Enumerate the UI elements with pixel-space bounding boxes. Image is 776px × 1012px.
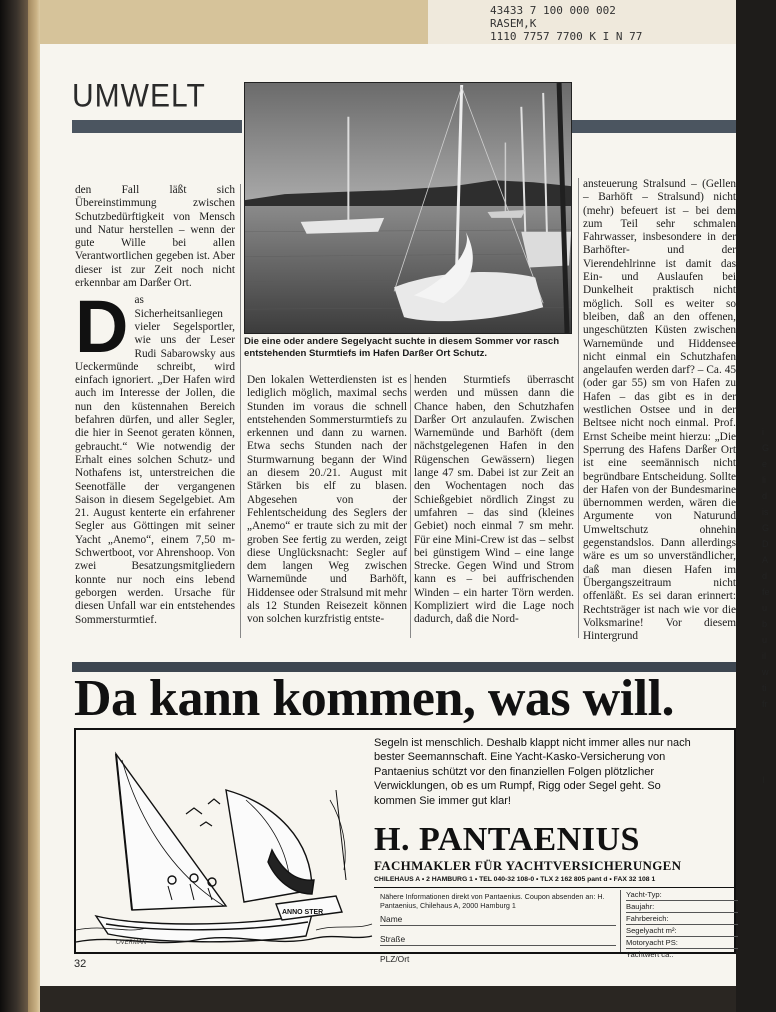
article-column-2 bbox=[247, 374, 407, 638]
coupon-street-field[interactable]: Straße bbox=[380, 934, 616, 946]
article-paragraph: den Fall läßt sich Übereinstimmung zwischen Schutzbedürftigkeit von Mensch und Natur herstellen – wenn der gute Wille bei allen Verantwortlichen gegeben ist. Aber dieser ist zur Zeit noch nicht erkennbar am Darßer Ort. bbox=[75, 184, 235, 290]
ad-tagline: FACHMAKLER FÜR YACHTVERSICHERUNGEN bbox=[374, 858, 682, 873]
ad-brand-name: H. PANTAENIUS bbox=[374, 821, 640, 858]
edge-letter: e bbox=[762, 459, 768, 469]
coupon-build-year-field[interactable]: Baujahr: bbox=[626, 902, 738, 913]
coupon-instructions: Nähere Informationen direkt von Pantaenius. Coupon absenden an: H. Pantaenius, Chilehaus A, 2000 Hamburg 1 bbox=[380, 892, 605, 910]
coupon-yacht-type-field[interactable]: Yacht-Typ: bbox=[626, 890, 738, 901]
edge-letter: G bbox=[762, 443, 770, 453]
edge-letter: b bbox=[762, 619, 768, 629]
edge-letter: u bbox=[762, 603, 768, 613]
ad-body-text: Segeln ist menschlich. Deshalb klappt nicht immer alles nur nach bester Seemannschaft. Eine Yacht-Kasko-Versicherung von Pantaenius schützt vor den finanziellen Folgen plötzlicher Verwicklungen, ob es um Rumpf, Rigg oder Segel geht. So kommen Sie immer gut klar! bbox=[374, 737, 691, 807]
edge-letter: G bbox=[762, 523, 770, 533]
library-label-line-1: 43433 7 100 000 002 bbox=[490, 4, 616, 17]
section-rule-right bbox=[572, 120, 736, 133]
edge-letter: d bbox=[762, 491, 768, 501]
article-paragraph: Den lokalen Wetterdiensten ist es lediglich möglich, maximal sechs Stunden im voraus die schnell entstehenden Sommersturmtiefs zu erkennen und dann zu warnen. Etwa sechs Stunden nach der Sturmwarnung begann der Wind an diesem 20./21. August mit Stärken bis elf zu blasen. Abgesehen von der Fehlentscheidung des Seglers der „Anemo“ er traute sich zu mit der groben See fertig zu werden, zeigt diese Unglücksnacht: Segler auf dem langen Weg zwischen Warnemünde und Barhöft, Hiddensee oder Stralsund mit mehr als 12 Stunden Reisezeit können von solchen kurzfristig entste- bbox=[247, 374, 408, 626]
ad-address-rule bbox=[374, 887, 734, 888]
page-bottom-edge bbox=[40, 986, 736, 1012]
library-label bbox=[428, 0, 736, 44]
edge-letter: A bbox=[762, 555, 769, 565]
ad-address-line: CHILEHAUS A • 2 HAMBURG 1 • TEL 040-32 108-0 • TLX 2 162 805 pant d • FAX 32 108 1 bbox=[374, 876, 656, 883]
next-page-edge-text bbox=[762, 144, 776, 788]
coupon-divider bbox=[620, 890, 621, 952]
drop-cap: D bbox=[75, 285, 129, 369]
section-rule-left bbox=[72, 120, 242, 133]
edge-letter: w bbox=[762, 667, 769, 677]
column-divider bbox=[410, 374, 411, 638]
article-paragraph: ansteuerung Stralsund – (Gellen – Barhöft – Stralsund) nicht (mehr) befeuert ist – bei dem zum Teil sehr schmalen Fahrwasser, insbesondere in der Barhöfter- und der Vierendehlrinne ist damit das Ein- und Auslaufen bei Dunkelheit praktisch nicht möglich. Soll es weiter so bleiben, daß an den offenen, ungeschützten Küsten zwischen Warnemünde und Hiddensee nicht einmal ein Schutzhafen angelaufen werden darf? – Ca. 45 (oder gar 55) sm von Hafen zu Hafen – das gibt es in der westlichen Ostsee und in der Beltsee nicht noch einmal. Prof. Ernst Scheibe meint hierzu: „Die Sperrung des Hafens Darßer Ort ist eine seemännisch nicht begründbare Entscheidung. Sollte der Hafen von der Bundesmarine übernommen werden, wären die Argumente von Naturund Umweltschutz ohnehin gegenstandslos. Dann allerdings wäre es um so unverständlicher, daß man diesen Hafen im Übergangszeitraum nicht offenläßt. Es sei daran erinnert: Rechtsträger ist nach wie vor die Volksmarine! Vor diesem Hintergrund bbox=[583, 178, 736, 643]
library-label-line-3: 1110 7757 7700 K I N 77 bbox=[490, 30, 643, 43]
section-title: UMWELT bbox=[72, 78, 206, 115]
page-number: 32 bbox=[74, 958, 87, 970]
binder-edge bbox=[0, 0, 28, 1012]
article-column-3 bbox=[414, 374, 574, 638]
coupon-sail-area-field[interactable]: Segelyacht m²: bbox=[626, 926, 738, 937]
edge-letter: i bbox=[762, 427, 764, 437]
illustration-boat-name: ANNO STER bbox=[282, 909, 324, 916]
article-column-1 bbox=[75, 184, 235, 638]
coupon-motor-power-field[interactable]: Motoryacht PS: bbox=[626, 938, 738, 949]
edge-letter: fr bbox=[762, 699, 768, 709]
column-divider bbox=[578, 178, 579, 638]
article-column-4 bbox=[583, 178, 736, 643]
ad-headline: Da kann kommen, was will. bbox=[74, 670, 675, 727]
coupon-sailing-area-field[interactable]: Fahrbereich: bbox=[626, 914, 738, 925]
advertisement-box bbox=[74, 728, 736, 964]
article-paragraph: as Sicherheitsanliegen vieler Segelsportler, wie uns der Leser Rudi Sabarowsky aus Ueckermünde schreibt, wird einfach ignoriert. „Der Hafen wird auch im Interesse der Jollen, die nun den küstennahen Bereich befahren dürfen, und aller Segler, die hier in Seenot geraten können, gebraucht.“ Wie notwendig der Erhalt eines solchen Schutz- und Nothafens ist, unterstreichen die Seenotfälle der vergangenen Saison in diesem Segelgebiet. Am 21. August kenterte ein erfahrener Segler aus Göttingen mit seiner Yacht „Anemo“, einem 7,50 m-Schwertboot, vor Ahrenshoop. Von zwei Besatzungsmitgliedern konnte nur noch eins lebend geborgen werden. Ursache für diesen Unfall war ein entstehendes Sommersturmtief. bbox=[75, 294, 235, 626]
sailboat-illustration bbox=[76, 730, 372, 952]
edge-letter: li bbox=[762, 475, 766, 485]
sailboats-harbor-photo bbox=[244, 82, 572, 334]
magazine-page bbox=[40, 44, 770, 986]
edge-letter: d bbox=[762, 571, 768, 581]
article-paragraph: henden Sturmtiefs überrascht werden und müssen dann die Chance haben, den Schutzhafen Darßer Ort anzulaufen. Zwischen Warnemünde und Barhöft (dem nächstgelegenen Hafen in den Rügenschen Gewässern) liegen lange 47 sm. Dabei ist zur Zeit an den Wochentagen noch das Schießgebiet nördlich Zingst zu umfahren – das sind (kleines Gebiet) noch einmal 7 sm mehr. Für eine Mini-Crew ist das – selbst bei günstigem Wind – eine lange Strecke. Gegen Wind und Strom kann es – bei auffrischenden Winden – ein harter Törn werden. Kompliziert wird die Lage noch dadurch, daß die Nord- bbox=[414, 374, 574, 626]
column-divider bbox=[240, 184, 241, 638]
edge-letter: il bbox=[762, 651, 766, 661]
edge-letter: ti bbox=[762, 683, 767, 693]
edge-letter: fe bbox=[762, 587, 770, 597]
coupon-yacht-value-field[interactable]: Yachtwert ca.: bbox=[626, 950, 674, 959]
illustration-signature: OVERMAN bbox=[116, 940, 147, 946]
edge-letter: D bbox=[762, 539, 769, 549]
edge-letter: I bbox=[762, 775, 765, 785]
coupon-name-field[interactable]: Name bbox=[380, 914, 616, 926]
edge-letter: is bbox=[762, 507, 769, 517]
photo-caption: Die eine oder andere Segelyacht suchte in diesem Sommer vor rasch entstehenden Sturmtiefs im Hafen Darßer Ort Schutz. bbox=[244, 336, 560, 359]
library-label-line-2: RASEM,K bbox=[490, 17, 537, 30]
coupon-city-field[interactable]: PLZ/Ort bbox=[380, 954, 410, 964]
edge-letter: u bbox=[762, 635, 768, 645]
